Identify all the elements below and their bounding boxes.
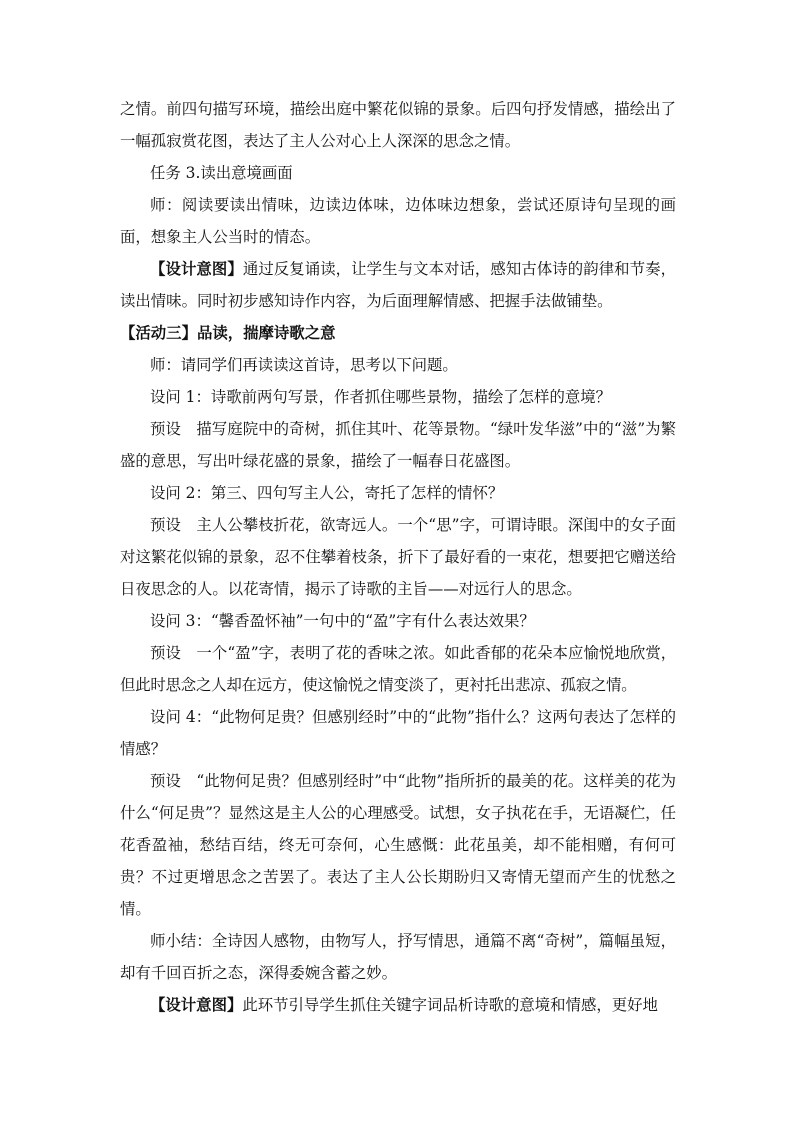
design-intent-text: 此环节引导学生抓住关键字词品析诗歌的意境和情感，更好地 <box>242 996 658 1014</box>
question-2: 设问 2：第三、四句写主人公，寄托了怎样的情怀？ <box>150 484 504 502</box>
teacher-instruction-reading: 师：阅读要读出情味，边读边体味，边体味边想象，尝试还原诗句呈现的画面，想象主人公当时的情态。 <box>120 196 676 246</box>
teacher-instruction-questions: 师：请同学们再读读这首诗，思考以下问题。 <box>150 356 458 374</box>
answer-4: 预设 “此物何足贵？但感别经时”中“此物”指所折的最美的花。这样美的花为什么“何足贵”？显然这是主人公的心理感受。试想，女子执花在手，无语凝伫，任花香盈袖，愁结百结，终无可奈何，心生感慨：此花虽美，却不能相赠，有何可贵？不过更增思念之苦罢了。表达了主人公长期盼归又寄情无望而产生的忧愁之情。 <box>120 772 676 918</box>
teacher-summary: 师小结：全诗因人感物，由物写人，抒写情思，通篇不离“奇树”，篇幅虽短，却有千回百折之态，深得委婉含蓄之妙。 <box>120 932 676 982</box>
question-3: 设问 3：“馨香盈怀袖”一句中的“盈”字有什么表达效果？ <box>150 612 535 630</box>
design-intent-label: 【设计意图】 <box>150 996 243 1014</box>
design-intent-paragraph-1 <box>120 253 676 317</box>
design-intent-paragraph-2 <box>120 989 676 1021</box>
paragraph-continuation: 之情。前四句描写环境，描绘出庭中繁花似锦的景象。后四句抒发情感，描绘出了一幅孤寂赏花图，表达了主人公对心上人深深的思念之情。 <box>120 100 676 150</box>
answer-3: 预设 一个“盈”字，表明了花的香味之浓。如此香郁的花朵本应愉悦地欣赏，但此时思念之人却在远方，使这愉悦之情变淡了，更衬托出悲凉、孤寂之情。 <box>120 644 676 694</box>
task-3-heading: 任务 3.读出意境画面 <box>150 164 293 182</box>
question-4: 设问 4：“此物何足贵？但感别经时”中的“此物”指什么？这两句表达了怎样的情感？ <box>120 708 676 758</box>
document-page <box>120 93 676 1021</box>
design-intent-label: 【设计意图】 <box>150 260 243 278</box>
design-intent-text: 通过反复诵读，让学生与文本对话，感知古体诗的韵律和节奏，读出情味。同时初步感知诗作内容，为后面理解情感、把握手法做铺垫。 <box>120 260 676 310</box>
answer-1: 预设 描写庭院中的奇树，抓住其叶、花等景物。“绿叶发华滋”中的“滋”为繁盛的意思，写出叶绿花盛的景象，描绘了一幅春日花盛图。 <box>120 420 676 470</box>
activity-3-heading: 【活动三】品读，揣摩诗歌之意 <box>120 324 336 342</box>
question-1: 设问 1：诗歌前两句写景，作者抓住哪些景物，描绘了怎样的意境？ <box>150 388 612 406</box>
answer-2: 预设 主人公攀枝折花，欲寄远人。一个“思”字，可谓诗眼。深闺中的女子面对这繁花似锦的景象，忍不住攀着枝条，折下了最好看的一束花，想要把它赠送给日夜思念的人。以花寄情，揭示了诗歌的主旨——对远行人的思念。 <box>120 516 676 598</box>
